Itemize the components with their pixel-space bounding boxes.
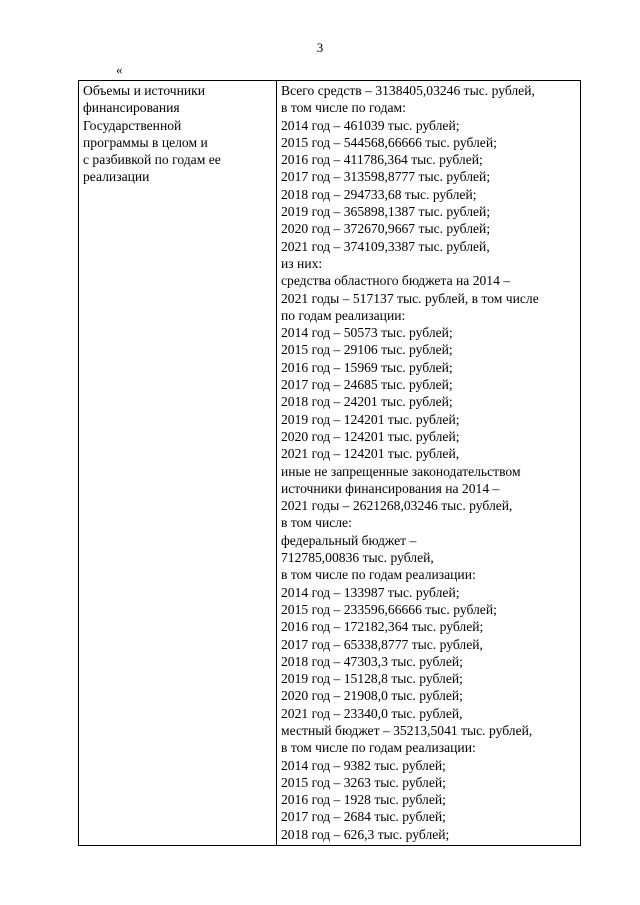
value-line: 712785,00836 тыс. рублей, bbox=[281, 550, 434, 566]
value-line: 2018 год – 626,3 тыс. рублей; bbox=[281, 826, 450, 842]
value-line: 2017 год – 313598,8777 тыс. рублей; bbox=[281, 169, 491, 185]
value-line: 2016 год – 172182,364 тыс. рублей; bbox=[281, 619, 484, 635]
value-line: 2018 год – 47303,3 тыс. рублей; bbox=[281, 653, 463, 669]
value-line: 2018 год – 294733,68 тыс. рублей; bbox=[281, 186, 477, 202]
value-line: 2014 год – 133987 тыс. рублей; bbox=[281, 584, 460, 600]
value-line: 2021 год – 23340,0 тыс. рублей, bbox=[281, 705, 463, 721]
value-line: 2019 год – 15128,8 тыс. рублей; bbox=[281, 671, 463, 687]
label-line: с разбивкой по годам ее bbox=[83, 152, 221, 168]
value-line: 2021 годы – 2621268,03246 тыс. рублей, bbox=[281, 498, 513, 514]
value-line: 2019 год – 365898,1387 тыс. рублей; bbox=[281, 204, 491, 220]
value-line: 2020 год – 21908,0 тыс. рублей; bbox=[281, 688, 463, 704]
value-line: 2016 год – 15969 тыс. рублей; bbox=[281, 359, 453, 375]
value-line: 2021 год – 374109,3387 тыс. рублей, bbox=[281, 238, 490, 254]
value-line: в том числе: bbox=[281, 515, 352, 531]
value-line: в том числе по годам реализации: bbox=[281, 567, 476, 583]
table-row bbox=[79, 81, 581, 846]
value-line: в том числе по годам реализации: bbox=[281, 740, 476, 756]
label-line: Государственной bbox=[83, 117, 182, 133]
value-line: 2017 год – 65338,8777 тыс. рублей, bbox=[281, 636, 483, 652]
value-line: 2016 год – 411786,364 тыс. рублей; bbox=[281, 152, 483, 168]
value-line: источники финансирования на 2014 – bbox=[281, 480, 500, 496]
value-line: иные не запрещенные законодательством bbox=[281, 463, 521, 479]
financing-label-cell bbox=[79, 81, 277, 846]
financing-values-cell bbox=[277, 81, 581, 846]
value-line: местный бюджет – 35213,5041 тыс. рублей, bbox=[281, 722, 533, 738]
value-line: 2014 год – 50573 тыс. рублей; bbox=[281, 325, 453, 341]
value-line: из них: bbox=[281, 255, 323, 271]
value-line: 2019 год – 124201 тыс. рублей; bbox=[281, 411, 460, 427]
value-line: по годам реализации: bbox=[281, 307, 406, 323]
value-line: 2015 год – 544568,66666 тыс. рублей; bbox=[281, 134, 497, 150]
value-line: 2014 год – 9382 тыс. рублей; bbox=[281, 757, 446, 773]
page-number: 3 bbox=[316, 40, 324, 55]
value-line: 2018 год – 24201 тыс. рублей; bbox=[281, 394, 453, 410]
value-line: 2020 год – 372670,9667 тыс. рублей; bbox=[281, 221, 491, 237]
value-line: средства областного бюджета на 2014 – bbox=[281, 273, 511, 289]
value-line: 2021 год – 124201 тыс. рублей, bbox=[281, 446, 460, 462]
value-line: 2015 год – 29106 тыс. рублей; bbox=[281, 342, 453, 358]
value-line: 2017 год – 2684 тыс. рублей; bbox=[281, 809, 446, 825]
value-line: 2015 год – 233596,66666 тыс. рублей; bbox=[281, 601, 497, 617]
financing-table bbox=[78, 80, 581, 846]
value-line: 2017 год – 24685 тыс. рублей; bbox=[281, 377, 453, 393]
value-line: 2020 год – 124201 тыс. рублей; bbox=[281, 428, 460, 444]
value-line: 2021 годы – 517137 тыс. рублей, в том числе bbox=[281, 290, 539, 306]
label-line: программы в целом и bbox=[83, 134, 208, 150]
value-line: в том числе по годам: bbox=[281, 100, 406, 116]
label-line: финансирования bbox=[83, 100, 180, 116]
value-line: 2016 год – 1928 тыс. рублей; bbox=[281, 792, 446, 808]
opening-quote-mark: « bbox=[116, 62, 123, 77]
value-line: федеральный бюджет – bbox=[281, 532, 417, 548]
value-line: Всего средств – 3138405,03246 тыс. рублей, bbox=[281, 83, 535, 98]
label-line: Объемы и источники bbox=[83, 83, 206, 98]
value-line: 2014 год – 461039 тыс. рублей; bbox=[281, 117, 460, 133]
value-line: 2015 год – 3263 тыс. рублей; bbox=[281, 774, 446, 790]
label-line: реализации bbox=[83, 169, 150, 185]
